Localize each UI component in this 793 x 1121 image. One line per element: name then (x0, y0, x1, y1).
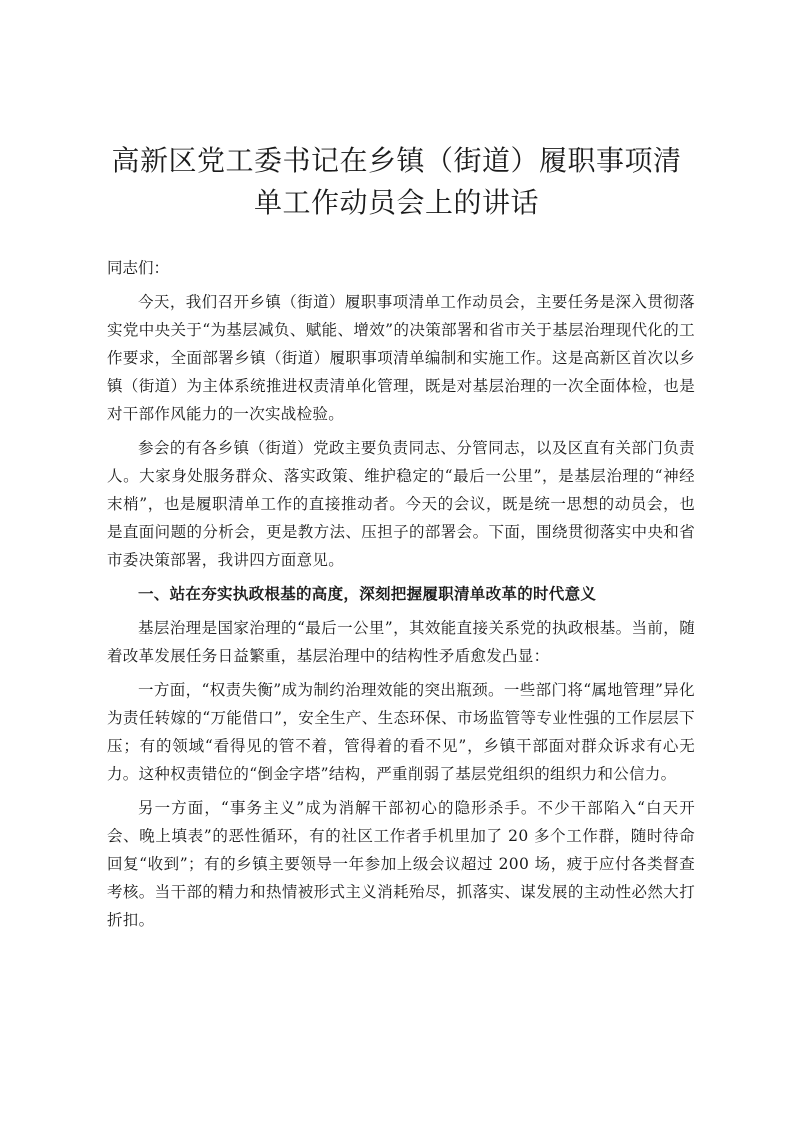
document-title (90, 140, 703, 224)
title-line-1: 高新区党工委书记在乡镇（街道）履职事项清 (111, 144, 682, 177)
paragraph-section1-first: 一方面，“权责失衡”成为制约治理效能的突出瓶颈。一些部门将“属地管理”异化为责任转嫁的“万能借口”，安全生产、生态环保、市场监管等专业性强的工作层层下压；有的领域“看得见的管不着，管得着的看不见”，乡镇干部面对群众诉求有心无力。这种权责错位的“倒金字塔”结构，严重削弱了基层党组织的组织力和公信力。 (107, 681, 695, 783)
paragraph-section1-second: 另一方面，“事务主义”成为消解干部初心的隐形杀手。不少干部陷入“白天开会、晚上填表”的恶性循环，有的社区工作者手机里加了 20 多个工作群，随时待命回复“收到”；有的乡镇主要领导一年参加上级会议超过 200 场，疲于应付各类督查考核。当干部的精力和热情被形式主义消耗殆尽，抓落实、谋发展的主动性必然大打折扣。 (107, 799, 695, 929)
salutation: 同志们： (107, 259, 170, 277)
paragraph-section1-intro: 基层治理是国家治理的“最后一公里”，其效能直接关系党的执政根基。当前，随着改革发展任务日益繁重，基层治理中的结构性矛盾愈发凸显： (107, 619, 695, 665)
paragraph-attendees: 参会的有各乡镇（街道）党政主要负责同志、分管同志，以及区直有关部门负责人。大家身处服务群众、落实政策、维护稳定的“最后一公里”，是基层治理的“神经末梢”，也是履职清单工作的直接推动者。今天的会议，既是统一思想的动员会，也是直面问题的分析会，更是教方法、压担子的部署会。下面，围绕贯彻落实中央和省市委决策部署，我讲四方面意见。 (107, 439, 695, 569)
section-heading-1: 一、站在夯实执政根基的高度，深刻把握履职清单改革的时代意义 (138, 584, 597, 603)
paragraph-opening: 今天，我们召开乡镇（街道）履职事项清单工作动员会，主要任务是深入贯彻落实党中央关于“为基层减负、赋能、增效”的决策部署和省市关于基层治理现代化的工作要求，全面部署乡镇（街道）履职事项清单编制和实施工作。这是高新区首次以乡镇（街道）为主体系统推进权责清单化管理，既是对基层治理的一次全面体检，也是对干部作风能力的一次实战检验。 (107, 293, 695, 423)
title-line-2: 单工作动员会上的讲话 (253, 186, 539, 219)
document-body (107, 254, 695, 940)
